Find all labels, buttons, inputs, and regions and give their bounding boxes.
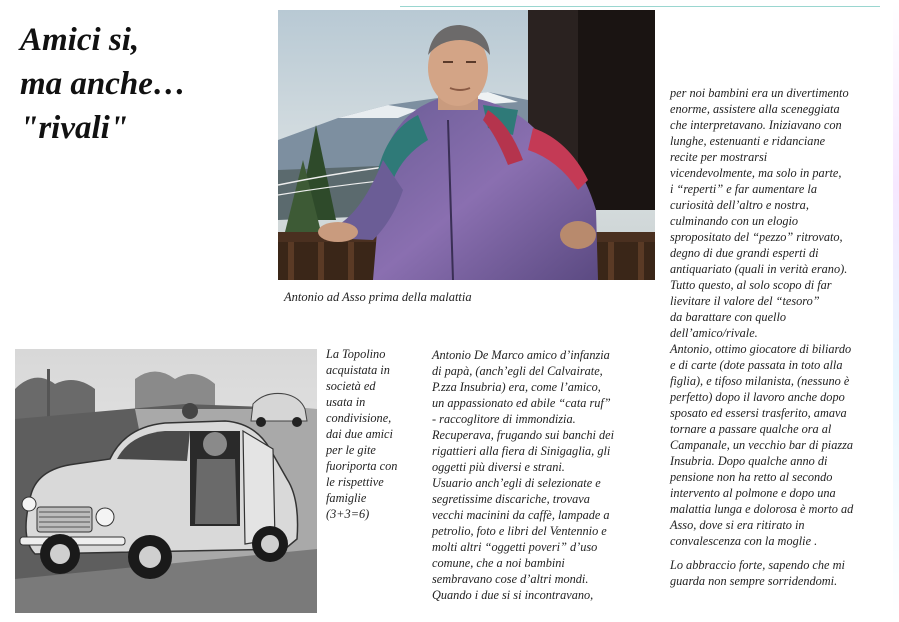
caption-line: condivisione, bbox=[326, 411, 392, 425]
text-line: Quando i due si si incontravano, bbox=[432, 588, 594, 602]
text-line: dell’amico/rivale. bbox=[670, 326, 758, 340]
caption-line: società ed bbox=[326, 379, 376, 393]
text-line: di papà, (anch’egli del Calvairate, bbox=[432, 364, 603, 378]
text-line: enorme, assistere alla sceneggiata bbox=[670, 102, 840, 116]
title-line-1: Amici si, bbox=[20, 22, 140, 58]
text-line: sembravano cose d’altri mondi. bbox=[432, 572, 589, 586]
text-line: vecchi macinini da caffè, lampade a bbox=[432, 508, 610, 522]
text-line: i “reperti” e far aumentare la bbox=[670, 182, 817, 196]
caption-line: le rispettive bbox=[326, 475, 384, 489]
text-line: lunghe, estenuanti e ridanciane bbox=[670, 134, 826, 148]
text-line: oggetti più diversi e strani. bbox=[432, 460, 565, 474]
text-line: Insubria. Dopo qualche anno di bbox=[670, 454, 828, 468]
text-line: vicendevolmente, ma solo in parte, bbox=[670, 166, 842, 180]
text-line: molti altri “oggetti poveri” d’uso bbox=[432, 540, 598, 554]
text-line: guarda non sempre sorridendomi. bbox=[670, 574, 838, 588]
photo-topolino-illustration bbox=[15, 349, 317, 613]
text-line: P.zza Insubria) era, come l’amico, bbox=[432, 380, 601, 394]
article-column-right bbox=[670, 85, 890, 589]
text-line: Asso, dove si era ritirato in bbox=[670, 518, 805, 532]
text-line: che interpretavano. Iniziavano con bbox=[670, 118, 842, 132]
text-line: Antonio, ottimo giocatore di biliardo bbox=[670, 342, 852, 356]
text-line: da barattare con quello bbox=[670, 310, 787, 324]
text-line: segretissime discariche, trovava bbox=[432, 492, 590, 506]
text-line: sposato ed essersi trasferito, amava bbox=[670, 406, 847, 420]
photo-topolino bbox=[15, 349, 317, 613]
text-line: rigattieri alla fiera di Sinigaglia, gli bbox=[432, 444, 611, 458]
text-line: Usuario anch’egli di selezionate e bbox=[432, 476, 601, 490]
top-rule bbox=[400, 6, 880, 7]
text-line: Lo abbraccio forte, sapendo che mi bbox=[670, 558, 845, 572]
photo-antonio-illustration bbox=[278, 10, 655, 280]
text-line: Campanale, un vecchio bar di piazza bbox=[670, 438, 854, 452]
title-line-3: "rivali" bbox=[20, 110, 129, 146]
text-line: petrolio, foto e libri del Ventennio e bbox=[432, 524, 607, 538]
caption-line: acquistata in bbox=[326, 363, 390, 377]
caption-line: La Topolino bbox=[326, 347, 386, 361]
text-line: pensione non ha retto al secondo bbox=[670, 470, 833, 484]
text-line: tornare a passare qualche ora al bbox=[670, 422, 832, 436]
text-line: Tutto questo, al solo scopo di far bbox=[670, 278, 832, 292]
caption-line: dai due amici bbox=[326, 427, 393, 441]
text-line: - raccoglitore di immondizia. bbox=[432, 412, 576, 426]
paragraph-gap bbox=[670, 549, 890, 557]
text-line: convalescenza con la moglie . bbox=[670, 534, 818, 548]
title-line-2: ma anche… bbox=[20, 66, 186, 102]
article-title bbox=[20, 18, 270, 150]
text-line: spropositato del “pezzo” ritrovato, bbox=[670, 230, 843, 244]
caption-line: per le gite bbox=[326, 443, 376, 457]
text-line: culminando con un elogio bbox=[670, 214, 799, 228]
caption-line: famiglie bbox=[326, 491, 367, 505]
text-line: e di carte (dote passata in toto alla bbox=[670, 358, 843, 372]
caption-line: usata in bbox=[326, 395, 366, 409]
text-line: per noi bambini era un divertimento bbox=[670, 86, 849, 100]
article-column-middle bbox=[432, 347, 652, 603]
photo-caption-antonio: Antonio ad Asso prima della malattia bbox=[284, 290, 472, 304]
text-line: curiosità dell’altro e nostra, bbox=[670, 198, 809, 212]
text-line: Antonio De Marco amico d’infanzia bbox=[432, 348, 610, 362]
text-line: intervento al polmone e dopo una bbox=[670, 486, 836, 500]
text-line: lievitare il valore del “tesoro” bbox=[670, 294, 820, 308]
text-line: degno di due grandi esperti di bbox=[670, 246, 819, 260]
text-line: un appassionato ed abile “cata ruf” bbox=[432, 396, 611, 410]
text-line: figlia), e tifoso milanista, (nessuno è bbox=[670, 374, 850, 388]
caption-line: (3+3=6) bbox=[326, 507, 370, 521]
text-line: antiquariato (quali in verità erano). bbox=[670, 262, 848, 276]
text-line: perfetto) dopo il lavoro anche dopo bbox=[670, 390, 845, 404]
text-line: Recuperava, frugando sui banchi dei bbox=[432, 428, 615, 442]
page-edge bbox=[893, 0, 899, 622]
photo-antonio-asso bbox=[278, 10, 655, 280]
caption-line: fuoriporta con bbox=[326, 459, 398, 473]
text-line: comune, che a noi bambini bbox=[432, 556, 565, 570]
topolino-caption bbox=[326, 346, 416, 522]
text-line: recite per mostrarsi bbox=[670, 150, 768, 164]
text-line: malattia lunga e dolorosa è morto ad bbox=[670, 502, 854, 516]
